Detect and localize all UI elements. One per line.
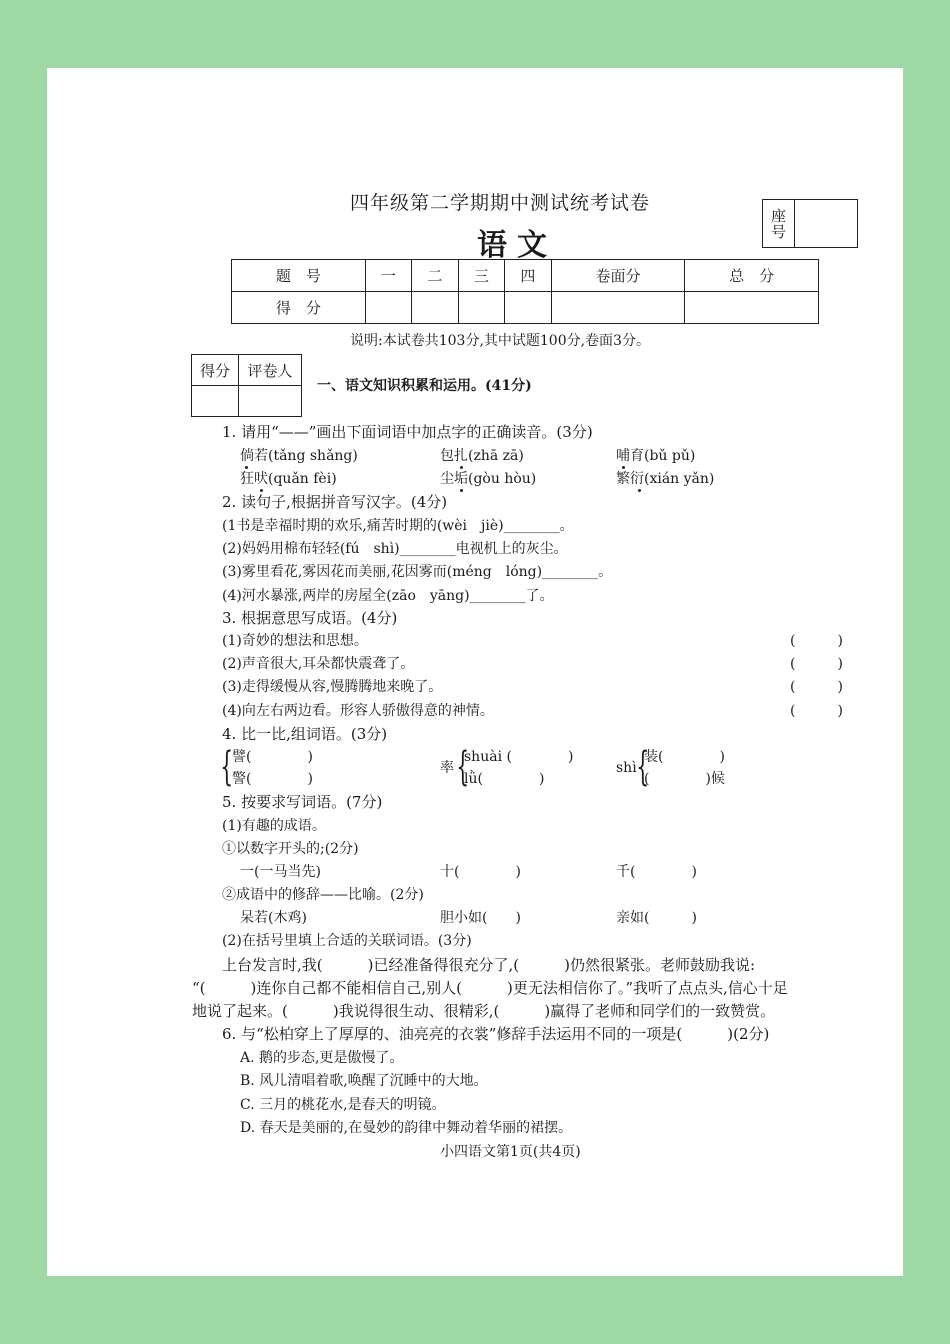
q2-line: (2)妈妈用棉布轻轻(fú shì)________电视机上的灰尘。 (222, 541, 568, 557)
q1-item: 倘若(tǎng shǎng) (240, 448, 358, 464)
q5-idiom-item: 十( ) (440, 864, 521, 880)
q3-answer-paren[interactable]: ( ) (790, 633, 843, 649)
q5-idiom-item: 亲如( ) (616, 910, 697, 926)
q2-line: (4)河水暴涨,两岸的房屋全(zāo yāng)________了。 (222, 588, 554, 604)
q5-paragraph-line: “( )连你自己都不能相信自己,别人( )更无法相信你了。”我听了点点头,信心十足 (192, 979, 788, 997)
q5-idiom-item: 一(一马当先) (240, 864, 321, 880)
q4-g2-char: 率 (440, 760, 454, 776)
score-header-cell: 总 分 (685, 260, 819, 292)
score-header-cell: 卷面分 (551, 260, 685, 292)
q4-g3-item: 装( ) (644, 749, 725, 765)
score-cell[interactable] (365, 292, 412, 324)
q4-g2-item: lǜ( ) (464, 771, 545, 787)
emphasis-dot (638, 489, 641, 492)
score-header-cell: 四 (505, 260, 552, 292)
brace-icon: { (456, 744, 470, 790)
q4-g3-pinyin: shì (616, 760, 637, 776)
emphasis-dot (460, 466, 463, 469)
q3-line: (3)走得缓慢从容,慢腾腾地来晚了。 (222, 679, 443, 695)
grader-score-label: 得分 (192, 355, 239, 386)
q6-option-b[interactable]: B. 风儿清唱着歌,唤醒了沉睡中的大地。 (240, 1073, 488, 1089)
q6-option-d[interactable]: D. 春天是美丽的,在曼妙的韵律中舞动着华丽的裙摆。 (240, 1120, 573, 1136)
brace-icon: { (220, 744, 234, 790)
seat-label: 座号 (763, 200, 795, 248)
q5-title: 5. 按要求写词语。(7分) (222, 793, 383, 811)
grader-name-label: 评卷人 (239, 355, 302, 386)
score-cell[interactable] (458, 292, 505, 324)
grader-score-field[interactable] (192, 386, 239, 417)
score-header-cell: 题 号 (232, 260, 366, 292)
q5-paragraph-line: 地说了起来。( )我说得很生动、很精彩,( )赢得了老师和同学们的一致赞赏。 (192, 1002, 776, 1020)
score-header-cell: 二 (412, 260, 459, 292)
q5-idiom-item: 呆若(木鸡) (240, 910, 307, 926)
section1-title: 一、语文知识积累和运用。(41分) (317, 378, 532, 394)
q4-g1-item: 警( ) (232, 771, 313, 787)
q1-title: 1. 请用“——”画出下面词语中加点字的正确读音。(3分) (222, 423, 593, 441)
seat-number-field[interactable] (795, 200, 858, 248)
q4-g3-item: ( )候 (644, 771, 725, 787)
q2-title: 2. 读句子,根据拼音写汉字。(4分) (222, 493, 448, 511)
grader-box (191, 354, 302, 417)
q4-title: 4. 比一比,组词语。(3分) (222, 725, 388, 743)
q5-idiom-item: 千( ) (616, 864, 697, 880)
emphasis-dot (622, 466, 625, 469)
q3-answer-paren[interactable]: ( ) (790, 703, 843, 719)
emphasis-dot (460, 489, 463, 492)
q6-title: 6. 与“松柏穿上了厚厚的、油亮亮的衣裳”修辞手法运用不同的一项是( )(2分) (222, 1025, 770, 1043)
exam-title: 四年级第二学期期中测试统考试卷 (350, 192, 651, 214)
q5-part2: (2)在括号里填上合适的关联词语。(3分) (222, 933, 472, 949)
q1-item: 包扎(zhā zā) (440, 448, 524, 464)
q3-line: (2)声音很大,耳朵都快震聋了。 (222, 656, 415, 672)
q1-item: 尘垢(gòu hòu) (440, 471, 537, 487)
grader-name-field[interactable] (239, 386, 302, 417)
q4-g1-item: 譬( ) (232, 749, 313, 765)
q1-item: 狂吠(quǎn fèi) (240, 471, 337, 487)
seat-number-box (762, 199, 858, 248)
exam-note: 说明:本试卷共103分,其中试题100分,卷面3分。 (350, 333, 650, 349)
score-header-cell: 三 (458, 260, 505, 292)
score-table (231, 259, 819, 324)
q3-line: (4)向左右两边看。形容人骄傲得意的神情。 (222, 703, 494, 719)
q5-part1b: ②成语中的修辞——比喻。(2分) (222, 887, 424, 903)
exam-paper (47, 68, 903, 1276)
q1-item: 繁衍(xián yǎn) (616, 471, 715, 487)
q5-paragraph-line: 上台发言时,我( )已经准备得很充分了,( )仍然很紧张。老师鼓励我说: (222, 956, 756, 974)
score-row-label: 得 分 (232, 292, 366, 324)
q4-g2-item: shuài ( ) (464, 749, 574, 765)
score-cell[interactable] (551, 292, 685, 324)
q3-answer-paren[interactable]: ( ) (790, 679, 843, 695)
page-footer: 小四语文第1页(共4页) (440, 1144, 581, 1160)
emphasis-dot (245, 466, 248, 469)
score-header-cell: 一 (365, 260, 412, 292)
q1-item: 哺育(bǔ pǔ) (616, 448, 696, 464)
score-cell[interactable] (685, 292, 819, 324)
q2-line: (3)雾里看花,雾因花而美丽,花因雾而(méng lóng)________。 (222, 564, 613, 580)
q5-part1a: ①以数字开头的;(2分) (222, 841, 359, 857)
q5-part1: (1)有趣的成语。 (222, 818, 326, 834)
score-cell[interactable] (505, 292, 552, 324)
brace-icon: { (636, 744, 650, 790)
q3-answer-paren[interactable]: ( ) (790, 656, 843, 672)
q3-title: 3. 根据意思写成语。(4分) (222, 609, 398, 627)
q5-idiom-item: 胆小如( ) (440, 910, 521, 926)
q6-option-c[interactable]: C. 三月的桃花水,是春天的明镜。 (240, 1097, 446, 1113)
score-cell[interactable] (412, 292, 459, 324)
q6-option-a[interactable]: A. 鹅的步态,更是傲慢了。 (240, 1050, 404, 1066)
subject-title: 语文 (477, 228, 557, 263)
q2-line: (1书是幸福时期的欢乐,痛苦时期的(wèi jiè)________。 (222, 518, 574, 534)
q3-line: (1)奇妙的想法和思想。 (222, 633, 368, 649)
